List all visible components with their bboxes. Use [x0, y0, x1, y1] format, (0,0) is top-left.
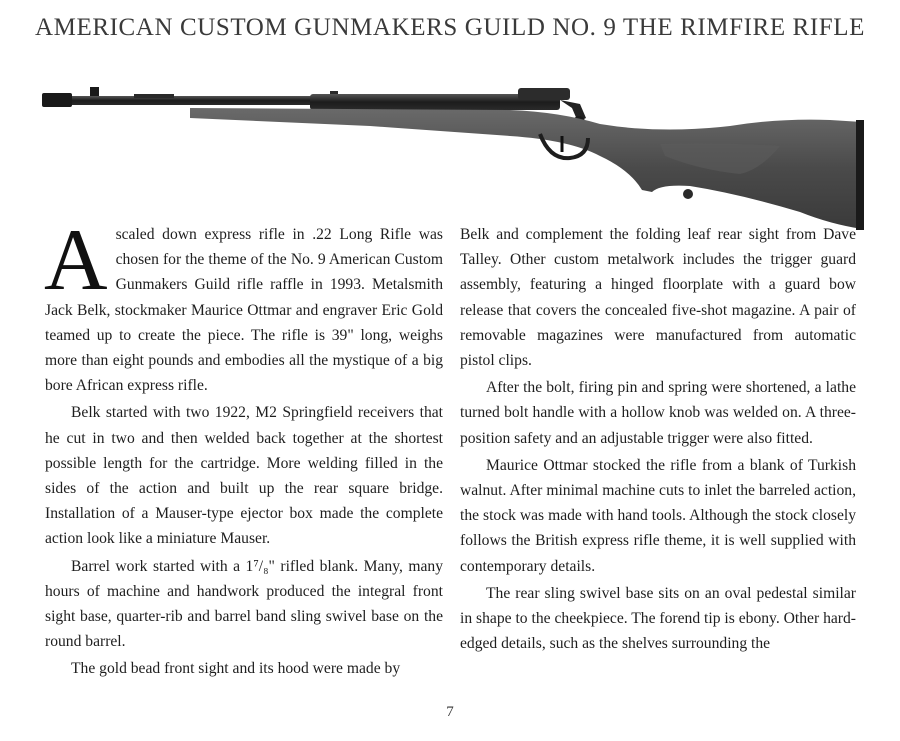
article-paragraph: Belk started with two 1922, M2 Springfield receivers that he cut in two and then welded back together at the shortest possible length for the cartridge. More welding filled in the sides of the action and built up the rear square bridge. Installation of a Mauser-type ejector box made the complete action look like a miniature Mauser. [45, 404, 443, 548]
drop-cap: A [44, 212, 108, 309]
rifle-photo [40, 74, 900, 234]
article-paragraph: The gold bead front sight and its hood were made by [71, 660, 401, 678]
rifle-barrel [42, 87, 338, 107]
article-paragraph: Barrel work started with a 1⁷/₈" rifled blank. Many, many hours of machine and handwork produced the integral front sight base, quarter-rib and barrel band sling swivel base on the round barrel. [45, 557, 443, 651]
article-left-column [44, 212, 443, 682]
article-paragraph: Maurice Ottmar stocked the rifle from a blank of Turkish walnut. After minimal machine cuts to inlet the barreled action, the stock was made with hand tools. Although the stock closely follows the British express rifle theme, it is well supplied with contemporary details. [460, 456, 856, 575]
article-right-column [460, 222, 856, 656]
article-paragraph: After the bolt, firing pin and spring were shortened, a lathe turned bolt handle with a hollow knob was welded on. A three-position safety and an adjustable trigger were also fitted. [460, 379, 856, 447]
sling-swivel [683, 189, 693, 199]
article-paragraph: Belk and complement the folding leaf rear sight from Dave Talley. Other custom metalwork includes the trigger guard assembly, featuring a hinged floorplate with a guard bow release that covers the concealed five-shot magazine. A pair of removable magazines were manufactured from automatic pistol clips. [460, 226, 856, 370]
page-number: 7 [446, 704, 454, 720]
rifle-stock [190, 108, 864, 230]
page-title: AMERICAN CUSTOM GUNMAKERS GUILD NO. 9 THE RIMFIRE RIFLE [34, 14, 866, 41]
article-paragraph-text: scaled down express rifle in .22 Long Rifle was chosen for the theme of the No. 9 American Custom Gunmakers Guild rifle raffle in 1993. Metalsmith Jack Belk, stockmaker Maurice Ottmar and engraver Eric Gold teamed up to create the piece. The rifle is 39" long, weighs more than eight pounds and embodies all the mystique of a big bore African express rifle. [45, 226, 443, 395]
article-paragraph [44, 212, 443, 398]
article-paragraph: The rear sling swivel base sits on an oval pedestal similar in shape to the cheekpiece. The forend tip is ebony. Other hard-edged details, such as the shelves surrounding the [460, 584, 856, 653]
